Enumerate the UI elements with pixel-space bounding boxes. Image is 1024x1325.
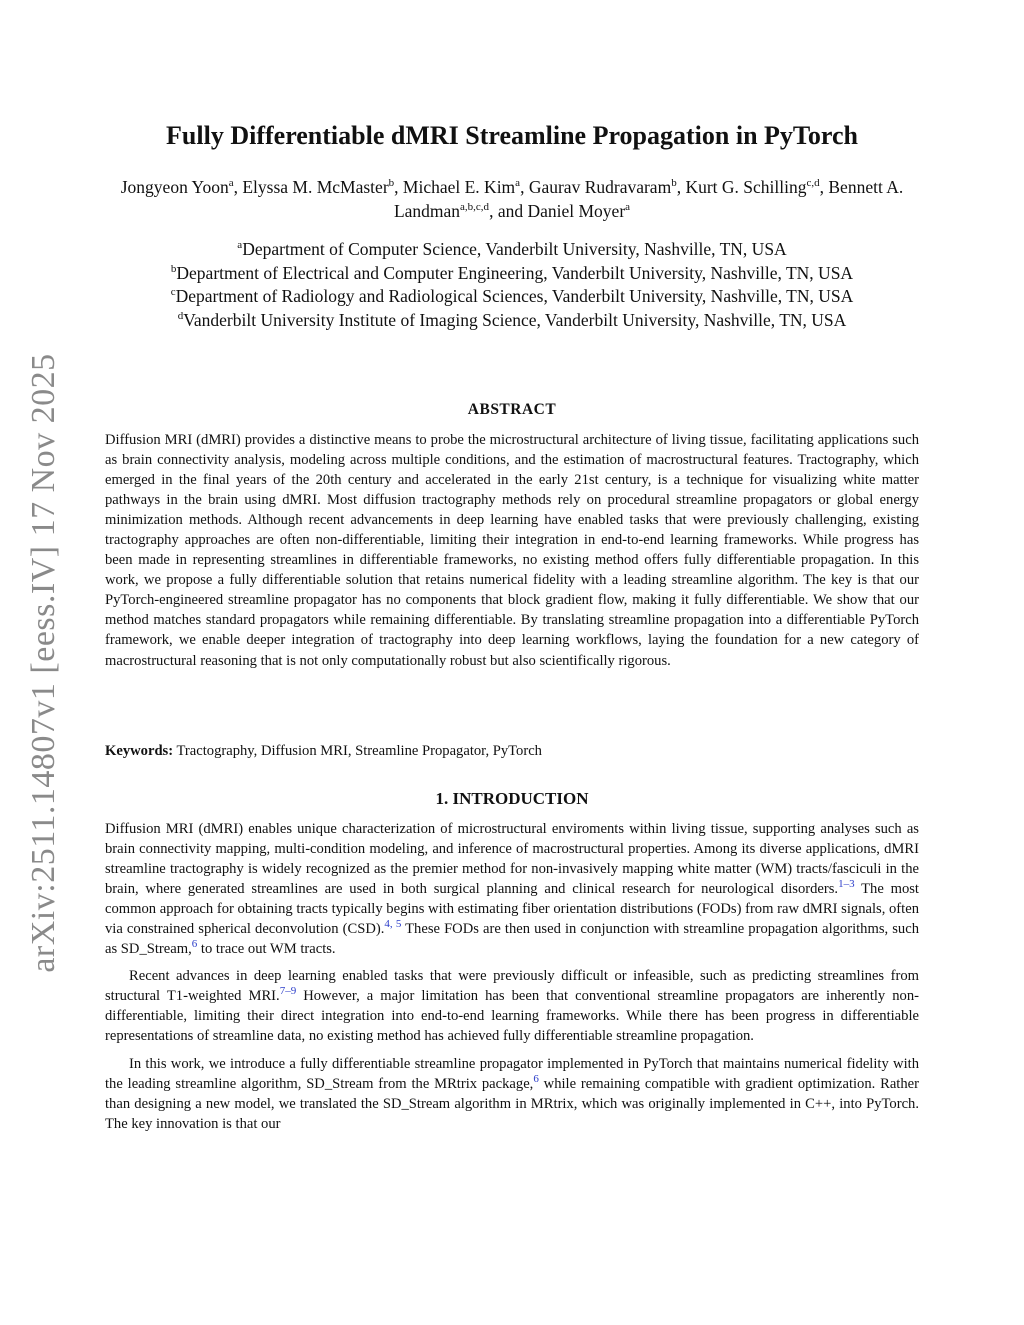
author-name: Daniel Moyer xyxy=(527,201,626,221)
author-list xyxy=(120,175,904,223)
author-separator: , xyxy=(233,177,243,197)
author-name: Gaurav Rudravaram xyxy=(528,177,672,197)
affiliation-text: Department of Electrical and Computer Engineering, Vanderbilt University, Nashville, TN, USA xyxy=(176,262,854,283)
affiliation-mark: b xyxy=(170,262,177,275)
keywords-label: Keywords: xyxy=(105,743,174,759)
text-run: while remaining compatible with gradient optimization. Rather than designing a new model, we translated the SD_Stream algorithm in MRtrix, which was originally implemented in C++, into PyTorch. The key innovation is that our xyxy=(105,1075,920,1132)
introduction-heading: 1. INTRODUCTION xyxy=(435,789,589,808)
affiliation-item xyxy=(105,309,919,333)
text-run: These FODs are then used in conjunction with streamline propagation algorithms, such as SD_Stream, xyxy=(105,921,919,958)
affiliation-text: Department of Radiology and Radiological Sciences, Vanderbilt University, Nashville, TN, USA xyxy=(175,286,854,306)
abstract-heading: ABSTRACT xyxy=(467,401,557,418)
text-run: In this work, we introduce a fully differentiable streamline propagator implemented in PyTorch that maintains numerical fidelity with the leading streamline algorithm, SD_Stream from the MRtrix package, xyxy=(105,1055,919,1092)
keywords-line xyxy=(105,741,919,761)
affiliation-item xyxy=(105,238,919,262)
author-affiliation-mark: b xyxy=(671,177,677,190)
affiliation-mark: c xyxy=(170,286,176,299)
keywords-text: Tractography, Diffusion MRI, Streamline Propagator, PyTorch xyxy=(176,743,542,759)
author-affiliation-mark: a xyxy=(515,177,521,190)
author-name: Jongyeon Yoon xyxy=(120,177,229,197)
author-affiliation-mark: a,b,c,d xyxy=(460,201,490,214)
citation-link[interactable]: 7–9 xyxy=(279,985,297,998)
intro-paragraph xyxy=(105,819,919,959)
citation-link[interactable]: 1–3 xyxy=(838,878,855,891)
citation-link[interactable]: 6 xyxy=(533,1072,539,1085)
author-separator: , xyxy=(394,177,403,197)
introduction-body xyxy=(105,819,919,1141)
author-name: Elyssa M. McMaster xyxy=(242,177,389,197)
affiliation-text: Department of Computer Science, Vanderbilt University, Nashville, TN, USA xyxy=(242,239,787,259)
citation-link[interactable]: 4, 5 xyxy=(384,918,402,931)
abstract-text: Diffusion MRI (dMRI) provides a distinctive means to probe the microstructural architecture of living tissue, facilitating applications such as brain connectivity analysis, modeling across multiple conditions, and the estimation of macrostructural features. Tractography, which emerged in the final years of the 20th century and accelerated in the early 21st century, is a technique for visualizing white matter pathways in the brain using dMRI. Most diffusion tractography methods rely on procedural streamline propagators or global energy minimization methods. Although recent advancements in deep learning have enabled tasks that were previously challenging, existing tractography approaches are often non-differentiable, limiting their integration in end-to-end learning frameworks. While progress has been made in representing streamlines in differentiable frameworks, no existing method offers fully differentiable propagation. In this work, we propose a fully differentiable solution that retains numerical fidelity with a leading streamline algorithm. The key is that our PyTorch-engineered streamline propagator has no components that block gradient flow, making it fully differentiable. We show that our method matches standard propagators while remaining differentiable. By translating streamline propagation into a differentiable PyTorch framework, we enable deeper integration of tractography into deep learning workflows, laying the foundation for a new category of macrostructural reasoning that is not only computationally robust but also scientifically rigorous. xyxy=(105,432,919,669)
author-affiliation-mark: a xyxy=(625,201,631,214)
paper-title: Fully Differentiable dMRI Streamline Propagation in PyTorch xyxy=(166,121,858,150)
author-separator: , xyxy=(520,177,529,197)
text-run: The most common approach for obtaining tracts typically begins with estimating fiber orientation distributions (FODs) from raw dMRI signals, often via constrained spherical deconvolution (CSD). xyxy=(105,881,919,938)
text-run: Diffusion MRI (dMRI) enables unique characterization of microstructural enviroments within living tissue, supporting analyses such as brain connectivity mapping, multi-condition modeling, and inference of macrostructural properties. Among its diverse applications, dMRI streamline tractography is widely recognized as the premier method for non-invasively mapping white matter (WM) tracts/fasciculi in the brain, where generated streamlines are used in both surgical planning and clinical research for neurological disorders. xyxy=(105,821,919,898)
citation-link[interactable]: 6 xyxy=(191,938,198,951)
affiliation-item xyxy=(105,262,919,286)
author-name: Bennett A. Landman xyxy=(393,177,904,221)
author-name: Michael E. Kim xyxy=(402,177,516,197)
author-separator: , xyxy=(676,177,686,197)
text-run: Recent advances in deep learning enabled tasks that were previously difficult or infeasible, such as predicting streamlines from structural T1-weighted MRI. xyxy=(105,968,919,1005)
author-affiliation-mark: c,d xyxy=(806,177,820,190)
affiliation-text: Vanderbilt University Institute of Imaging Science, Vanderbilt University, Nashville, TN, USA xyxy=(183,309,847,330)
author-affiliation-mark: a xyxy=(228,177,234,190)
arxiv-identifier-stamp: arXiv:2511.14807v1 [eess.IV] 17 Nov 2025 xyxy=(25,353,62,973)
intro-paragraph xyxy=(105,966,919,1046)
affiliation-item xyxy=(105,285,919,309)
affiliation-list xyxy=(105,238,919,332)
affiliation-mark: d xyxy=(177,309,184,322)
author-separator: , and xyxy=(489,201,528,221)
author-affiliation-mark: b xyxy=(388,177,395,190)
text-run: to trace out WM tracts. xyxy=(197,941,336,958)
text-run: However, a major limitation has been that conventional streamline propagators are inherently non-differentiable, limiting their direct integration into end-to-end learning frameworks. While there has been progress in differentiable representations of streamline data, no existing method has achieved fully differentiable streamline propagation. xyxy=(105,988,919,1045)
author-name: Kurt G. Schilling xyxy=(685,177,807,197)
author-separator: , xyxy=(819,177,829,197)
intro-paragraph xyxy=(105,1054,919,1134)
affiliation-mark: a xyxy=(237,239,243,252)
